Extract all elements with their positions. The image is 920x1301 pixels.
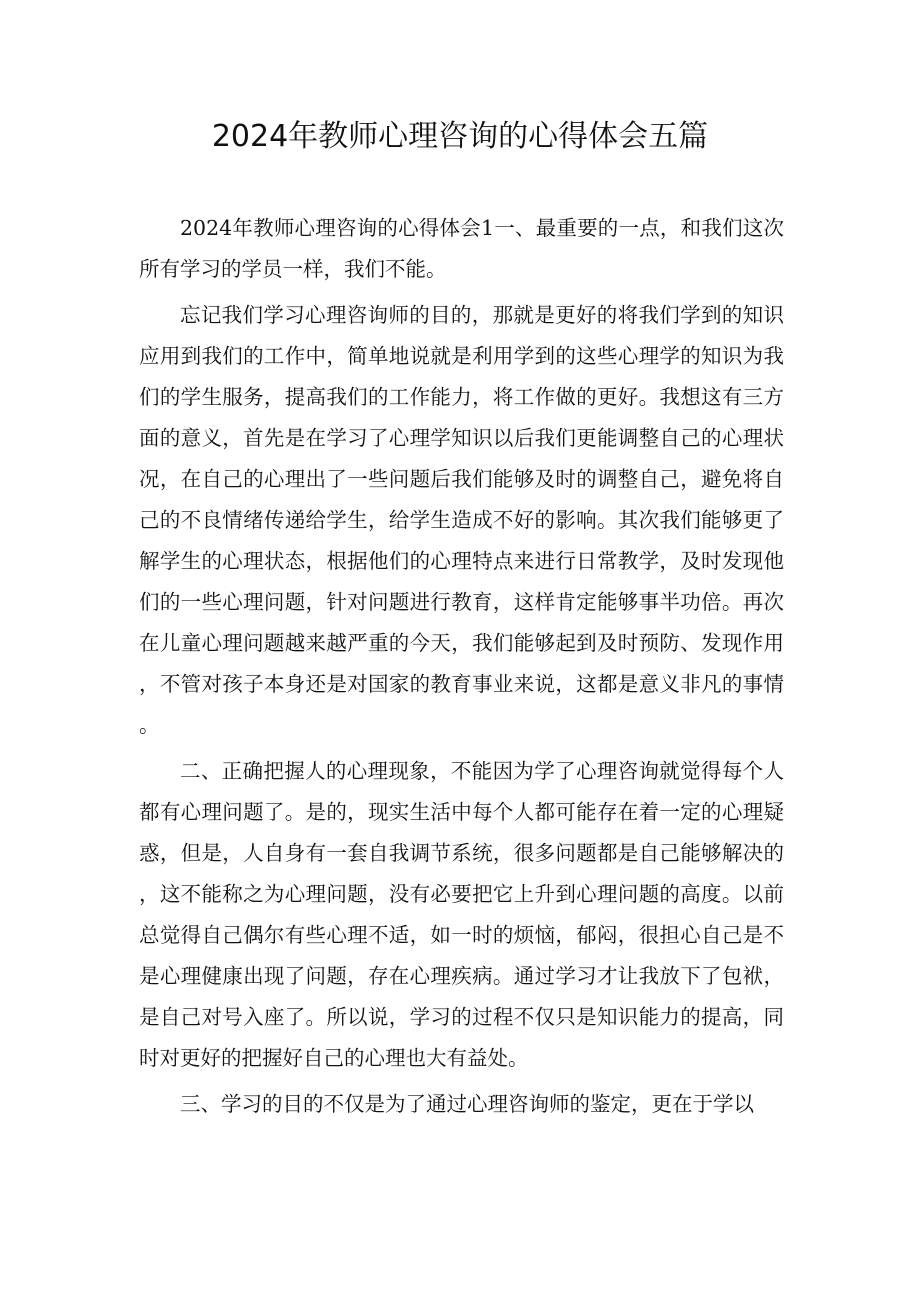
paragraph-point-two: 二、正确把握人的心理现象，不能因为学了心理咨询就觉得每个人都有心理问题了。是的，现实生活中每个人都可能存在着一定的心理疑惑，但是，人自身有一套自我调节系统，很多问题都是自己能够解决的，这不能称之为心理问题，没有必要把它上升到心理问题的高度。以前总觉得自己偶尔有些心理不适，如一时的烦恼，郁闷，很担心自己是不是心理健康出现了问题，存在心理疾病。通过学习才让我放下了包袱，是自己对号入座了。所以说，学习的过程不仅只是知识能力的提高，同时对更好的把握好自己的心理也大有益处。 [139, 759, 784, 1070]
paragraph-purpose: 忘记我们学习心理咨询师的目的，那就是更好的将我们学到的知识应用到我们的工作中，简单地说就是利用学到的这些心理学的知识为我们的学生服务，提高我们的工作能力，将工作做的更好。我想这有三方面的意义，首先是在学习了心理学知识以后我们更能调整自己的心理状况，在自己的心理出了一些问题后我们能够及时的调整自己，避免将自己的不良情绪传递给学生，给学生造成不好的影响。其次我们能够更了解学生的心理状态，根据他们的心理特点来进行日常教学，及时发现他们的一些心理问题，针对问题进行教育，这样肯定能够事半功倍。再次在儿童心理问题越来越严重的今天，我们能够起到及时预防、发现作用，不管对孩子本身还是对国家的教育事业来说，这都是意义非凡的事情。 [139, 303, 784, 737]
paragraph-intro: 2024年教师心理咨询的心得体会1一、最重要的一点，和我们这次所有学习的学员一样，我们不能。 [139, 216, 784, 281]
document-title: 2024年教师心理咨询的心得体会五篇 [211, 119, 709, 154]
document-body [139, 208, 784, 1125]
paragraph-point-three: 三、学习的目的不仅是为了通过心理咨询师的鉴定，更在于学以 [180, 1092, 754, 1116]
